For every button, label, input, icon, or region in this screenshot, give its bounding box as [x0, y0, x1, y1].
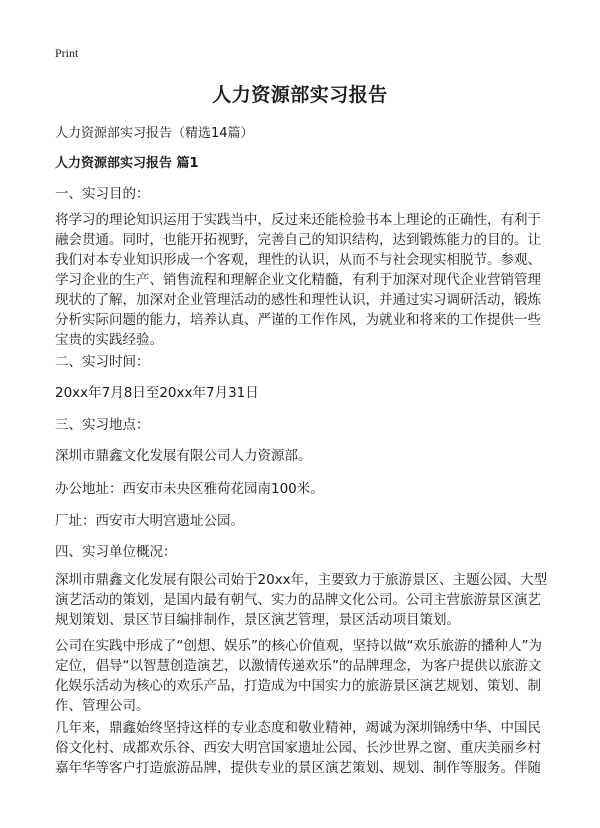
paragraph-line: 宝贵的实践经验。 — [55, 332, 163, 348]
overview-heading: 四、实习单位概况： — [55, 544, 177, 560]
paragraph-line: 现状的了解，加深对企业管理活动的感性和理性认识，并通过实习调研活动，锻炼 — [55, 292, 541, 308]
paragraph-line: 融会贯通。同时，也能开拓视野，完善自己的知识结构，达到锻炼能力的目的。让 — [55, 232, 541, 248]
location-factory: 厂址：西安市大明宫遗址公园。 — [55, 513, 244, 529]
purpose-paragraph — [55, 210, 550, 350]
overview-paragraph-3 — [55, 718, 550, 778]
paragraph-line: 俗文化村、成都欢乐谷、西安大明宫国家遗址公园、长沙世界之窗、重庆美丽乡村 — [55, 740, 541, 756]
overview-paragraph-2 — [55, 636, 550, 716]
subtitle: 人力资源部实习报告（精选14篇） — [55, 126, 254, 141]
paragraph-line: 分析实际问题的能力，培养认真、严谨的工作作风，为就业和将来的工作提供一些 — [55, 312, 541, 328]
purpose-heading: 一、实习目的： — [55, 186, 150, 202]
time-value: 20xx年7月8日至20xx年7月31日 — [55, 385, 259, 401]
paragraph-line: 演艺活动的策划，是国内最有朝气、实力的品牌文化公司。公司主营旅游景区演艺 — [55, 592, 541, 608]
paragraph-line: 嘉年华等客户打造旅游品牌，提供专业的景区演艺策划、规划、制作等服务。伴随 — [55, 760, 541, 776]
print-label[interactable]: Print — [55, 46, 79, 60]
section-heading: 人力资源部实习报告 篇1 — [55, 156, 199, 171]
location-company: 深圳市鼎鑫文化发展有限公司人力资源部。 — [55, 448, 312, 464]
location-office: 办公地址：西安市未央区雅荷花园南100米。 — [55, 481, 324, 497]
paragraph-line: 化娱乐活动为核心的欢乐产品，打造成为中国实力的旅游景区演艺规划、策划、制 — [55, 678, 541, 694]
overview-paragraph-1 — [55, 570, 550, 630]
paragraph-line: 学习企业的生产、销售流程和理解企业文化精髓，有利于加深对现代企业营销管理 — [55, 272, 541, 288]
location-heading: 三、实习地点： — [55, 417, 150, 433]
paragraph-line: 定位，倡导“以智慧创造演艺，以激情传递欢乐”的品牌理念，为客户提供以旅游文 — [55, 658, 542, 674]
time-heading: 二、实习时间： — [55, 354, 150, 370]
page-title: 人力资源部实习报告 — [212, 84, 388, 106]
paragraph-line: 我们对本专业知识形成一个客观，理性的认识，从而不与社会现实相脱节。参观、 — [55, 252, 541, 268]
paragraph-line: 规划策划、景区节目编排制作，景区演艺管理，景区活动项目策划。 — [55, 612, 460, 628]
paragraph-line: 几年来，鼎鑫始终坚持这样的专业态度和敬业精神，竭诚为深圳锦绣中华、中国民 — [55, 720, 541, 736]
paragraph-line: 作、管理公司。 — [55, 698, 150, 714]
paragraph-line: 深圳市鼎鑫文化发展有限公司始于20xx年，主要致力于旅游景区、主题公园、大型 — [55, 572, 548, 588]
paragraph-line: 将学习的理论知识运用于实践当中，反过来还能检验书本上理论的正确性，有利于 — [55, 212, 541, 228]
paragraph-line: 公司在实践中形成了“创想、娱乐”的核心价值观，坚持以做“欢乐旅游的播种人”为 — [55, 638, 542, 654]
